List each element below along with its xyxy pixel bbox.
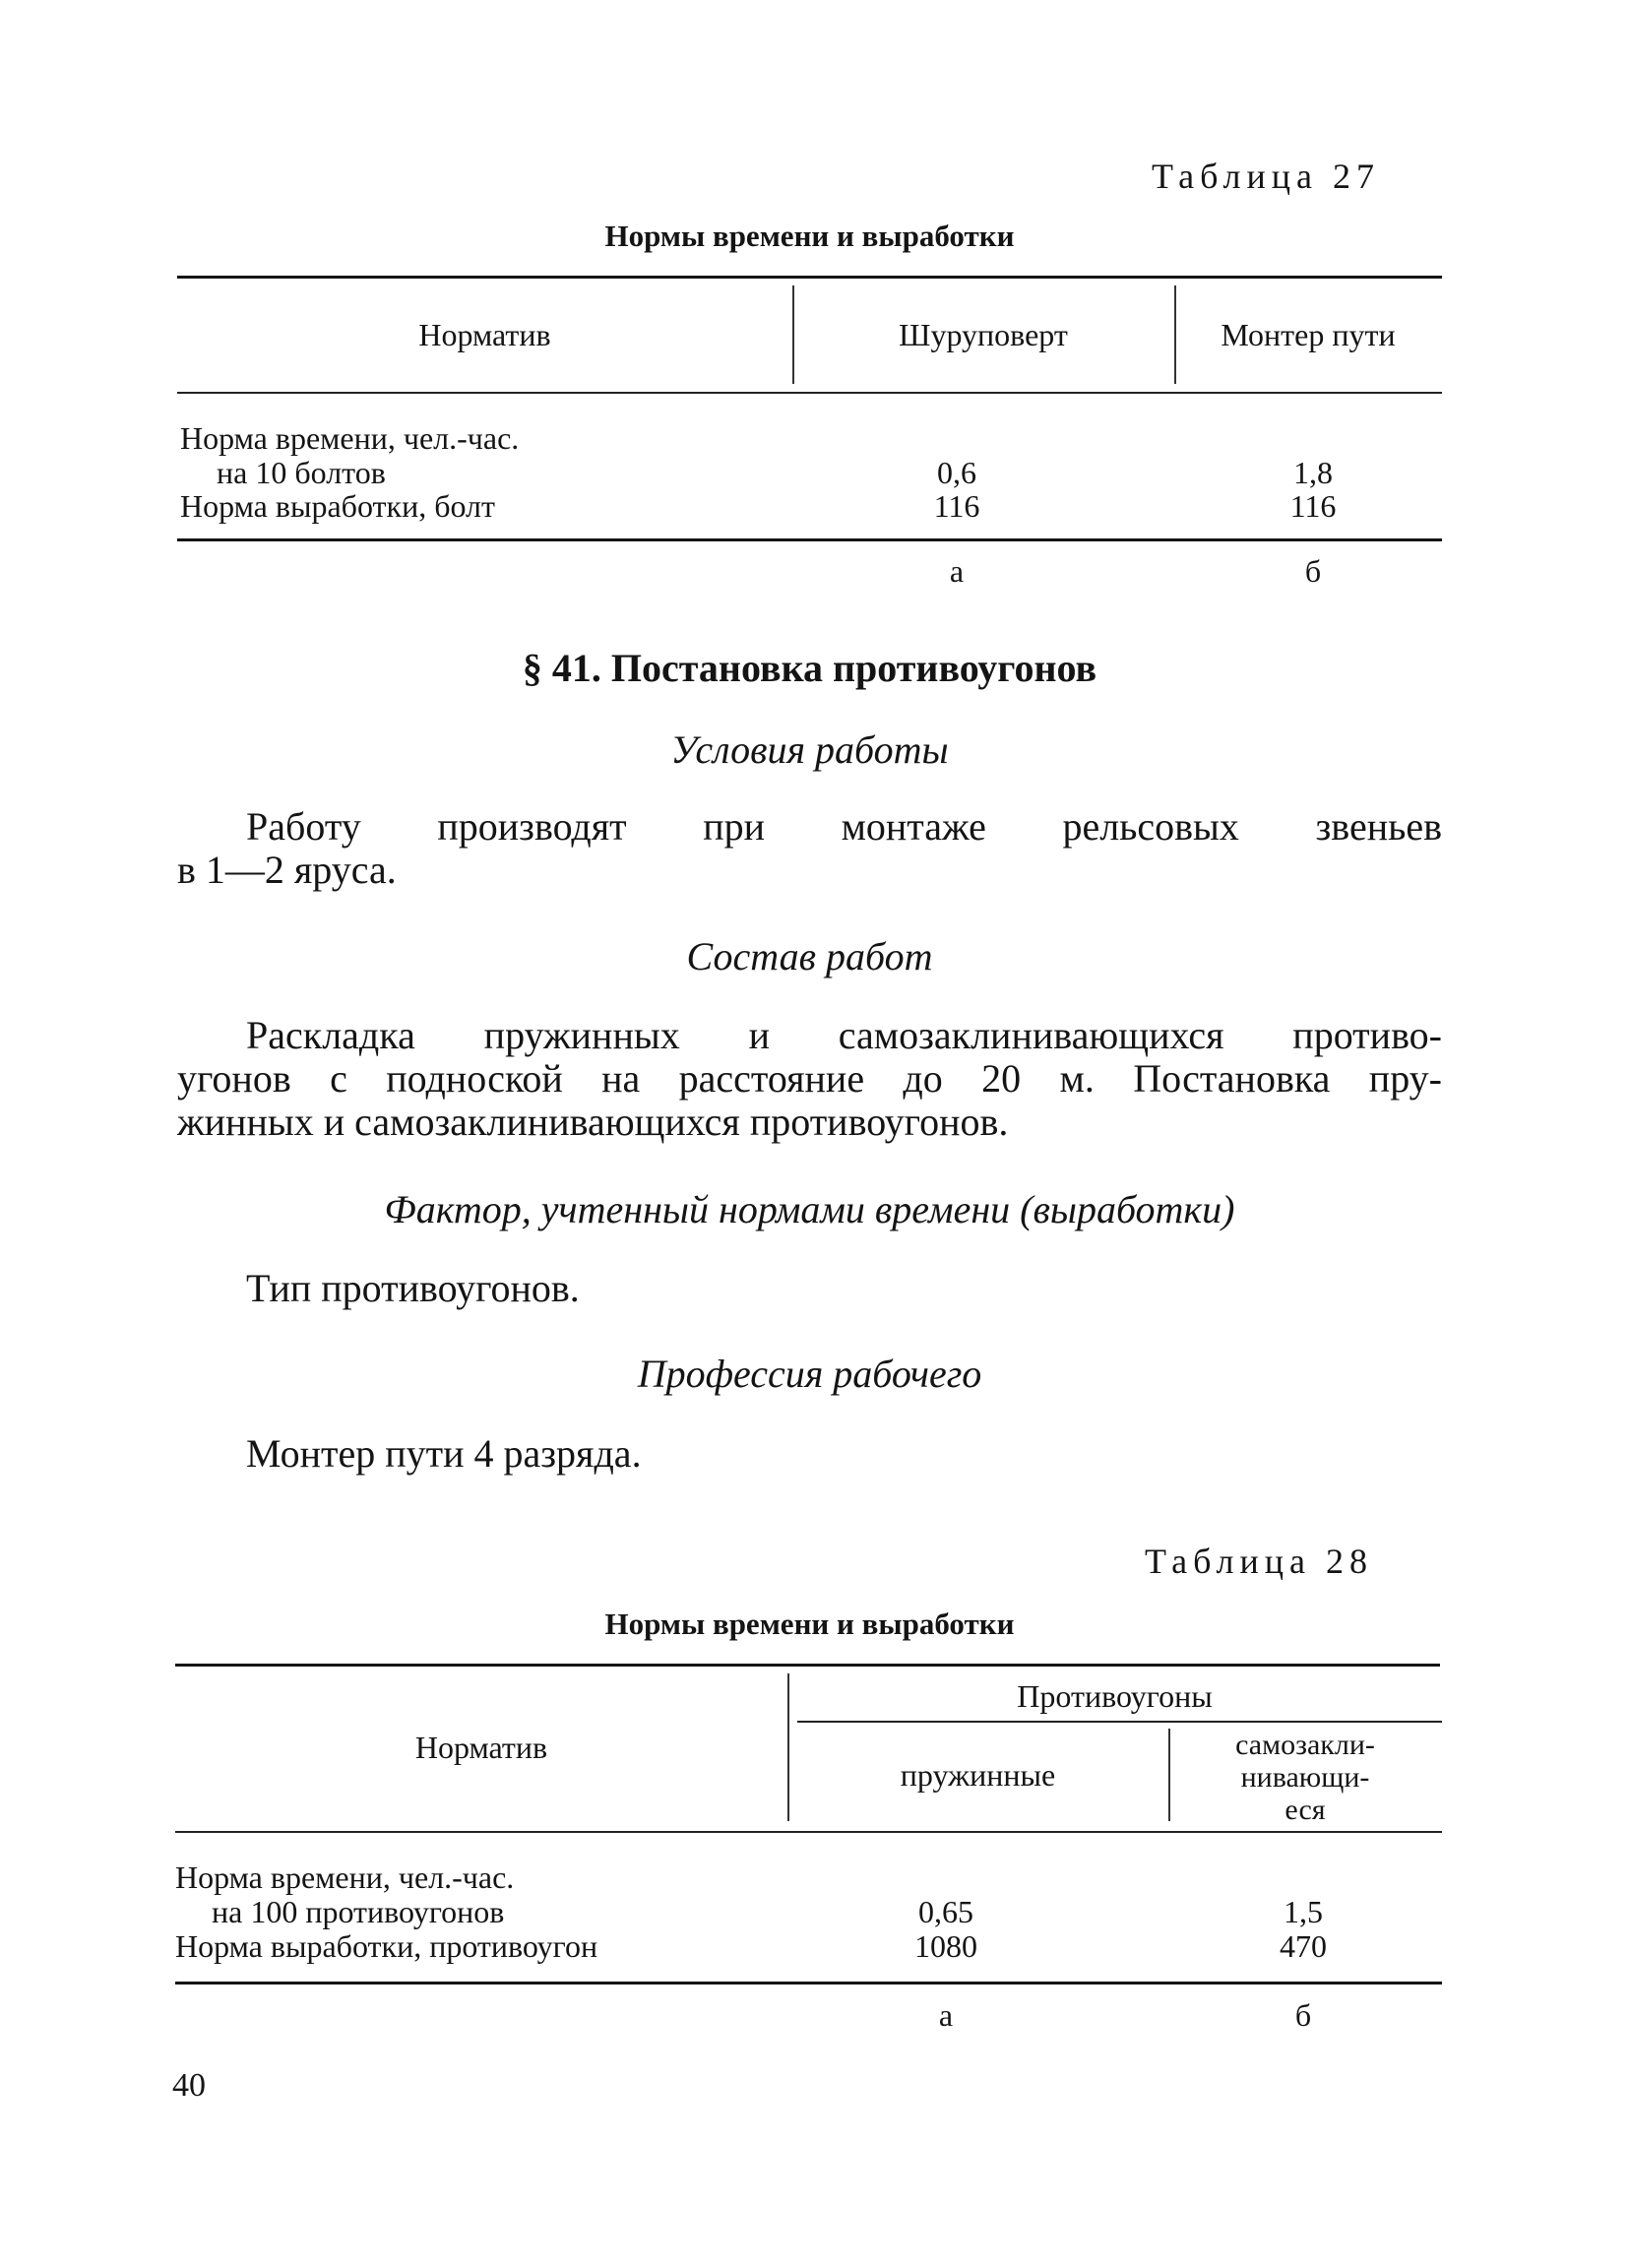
table-28-top-rule (175, 1664, 1440, 1667)
profession-heading: Профессия рабочего (637, 1352, 982, 1396)
table-28-bottom-rule (175, 1982, 1442, 1984)
table-28-letter-b: б (1294, 1997, 1312, 2033)
page-number: 40 (172, 2067, 206, 2104)
table-28-row1-value-a: 0,65 (918, 1894, 973, 1929)
factor-text: Тип противоугонов. (246, 1266, 580, 1310)
table-28-header-self-line3: еся (1284, 1794, 1326, 1826)
table-28-group-rule (797, 1721, 1442, 1723)
table-27-caption: Нормы времени и выработки (604, 219, 1015, 253)
table-28-letter-a: а (938, 1997, 954, 2033)
table-27-letter-b: б (1304, 553, 1322, 589)
table-27-bottom-rule (177, 538, 1442, 541)
table-27-row2-label: Норма выработки, болт (180, 488, 495, 524)
table-27-header-screwdriver: Шуруповерт (899, 317, 1068, 352)
conditions-text-line2: в 1—2 яруса. (177, 848, 397, 892)
table-27-row1-value-b: 1,8 (1293, 455, 1333, 490)
composition-heading: Состав работ (686, 934, 933, 978)
conditions-heading: Условия работы (670, 727, 949, 772)
table-28-row1-label-line2: на 100 противоугонов (212, 1894, 505, 1929)
table-27-row1-label-line1: Норма времени, чел.-час. (180, 420, 520, 456)
table-28-number: Таблица 28 (1145, 1542, 1373, 1581)
table-27-number: Таблица 27 (1152, 157, 1380, 196)
table-27-header-track-fitter: Монтер пути (1221, 317, 1396, 352)
table-27-top-rule (177, 276, 1442, 279)
table-27-row2-value-b: 116 (1289, 488, 1337, 524)
table-28-header-spring: пружинные (900, 1757, 1056, 1793)
table-27-header-norm: Норматив (418, 317, 551, 352)
table-27-row1-value-a: 0,6 (937, 455, 976, 490)
section-title: § 41. Постановка противоугонов (522, 646, 1097, 690)
table-28-row2-value-a: 1080 (914, 1928, 977, 1964)
table-28-header-self-locking (1168, 1729, 1442, 1826)
table-28-header-self-line2: нивающи- (1240, 1761, 1370, 1794)
conditions-text-line1: Работу производят при монтаже рельсовых звеньев (246, 804, 1442, 849)
table-28-row2-value-b: 470 (1280, 1928, 1327, 1964)
table-27-header-rule (177, 392, 1442, 394)
table-28-header-rule (175, 1831, 1442, 1833)
table-28-caption: Нормы времени и выработки (604, 1606, 1015, 1641)
table-27-letter-a: а (949, 553, 965, 589)
table-28-header-self-line1: самозакли- (1235, 1729, 1375, 1761)
composition-text-line1: Раскладка пружинных и самозаклинивающихся противо- (246, 1013, 1442, 1057)
composition-text-line3: жинных и самозаклинивающихся противоугонов. (177, 1100, 1009, 1144)
composition-text-line2: угонов с подноской на расстояние до 20 м. Постановка пру- (177, 1056, 1442, 1101)
table-27-row1-label-line2: на 10 болтов (217, 455, 386, 490)
table-27-row2-value-a: 116 (933, 488, 980, 524)
table-28-header-norm: Норматив (414, 1730, 548, 1765)
profession-text: Монтер пути 4 разряда. (246, 1431, 642, 1476)
table-28-row1-value-b: 1,5 (1284, 1894, 1323, 1929)
table-28-row2-label: Норма выработки, противоугон (175, 1928, 598, 1964)
factor-heading: Фактор, учтенный нормами времени (выработки) (384, 1187, 1235, 1231)
table-28-row1-label-line1: Норма времени, чел.-час. (175, 1859, 515, 1895)
table-28-header-group: Противоугоны (1017, 1678, 1213, 1714)
